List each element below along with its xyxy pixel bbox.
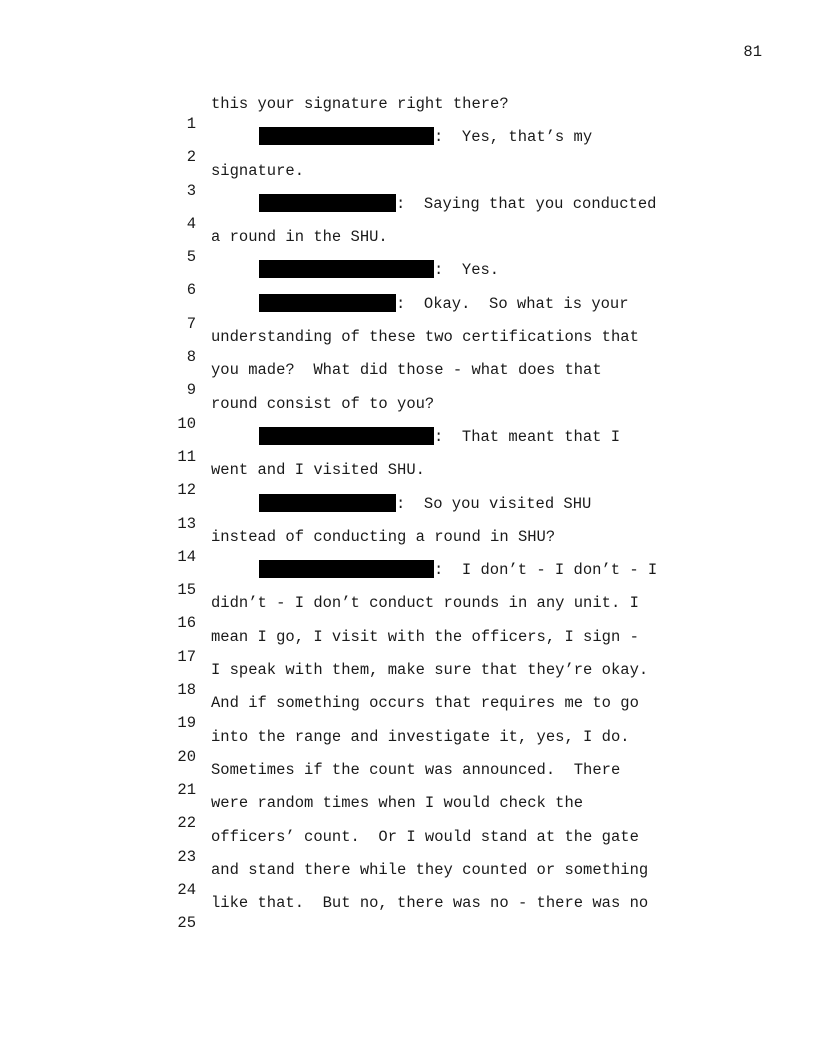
transcript-line xyxy=(160,127,680,167)
transcript-line xyxy=(160,860,680,899)
speaker-line xyxy=(259,194,656,214)
page-number: 81 xyxy=(743,43,762,61)
speaker-line xyxy=(259,560,657,580)
line-text: were random times when I would check the xyxy=(211,794,584,813)
line-number: 19 xyxy=(177,714,196,733)
line-number: 9 xyxy=(186,381,196,400)
line-number: 4 xyxy=(186,214,196,233)
redaction-box xyxy=(259,194,396,212)
transcript-line xyxy=(160,360,680,400)
line-number: 13 xyxy=(177,514,196,533)
speaker-line xyxy=(259,260,499,280)
line-number: 3 xyxy=(186,181,196,200)
transcript-line xyxy=(160,227,680,267)
transcript-line xyxy=(160,760,680,799)
line-number: 5 xyxy=(186,248,196,267)
line-text: mean I go, I visit with the officers, I sign - xyxy=(211,627,639,646)
transcript-line xyxy=(160,693,680,733)
line-number: 23 xyxy=(177,847,196,866)
line-number: 11 xyxy=(177,447,196,466)
speaker-line xyxy=(259,127,592,147)
redaction-box xyxy=(259,427,434,445)
line-text: instead of conducting a round in SHU? xyxy=(211,527,556,546)
redaction-box xyxy=(259,494,396,512)
transcript-line xyxy=(160,660,680,700)
transcript-line xyxy=(160,527,680,566)
line-text: this your signature right there? xyxy=(211,95,509,113)
line-text: a round in the SHU. xyxy=(211,228,388,247)
line-number: 15 xyxy=(177,581,196,600)
line-number: 18 xyxy=(177,681,196,700)
redaction-box xyxy=(259,260,434,278)
transcript-line xyxy=(160,394,680,433)
transcript-line xyxy=(160,627,680,666)
line-text: you made? What did those - what does that xyxy=(211,361,602,380)
line-text: : So you visited SHU xyxy=(396,494,592,513)
transcript-line xyxy=(160,827,680,866)
speaker-line xyxy=(259,427,620,447)
line-number: 6 xyxy=(186,281,196,300)
line-text: : Yes. xyxy=(434,261,500,280)
line-text: into the range and investigate it, yes, I do. xyxy=(211,727,630,746)
line-number: 2 xyxy=(186,148,196,167)
line-text: understanding of these two certifications that xyxy=(211,328,639,347)
line-number: 10 xyxy=(177,414,196,433)
line-number: 22 xyxy=(177,814,196,833)
transcript-line xyxy=(160,194,680,233)
line-text: signature. xyxy=(211,161,305,180)
transcript-lines xyxy=(160,94,680,933)
transcript-line xyxy=(160,494,680,533)
transcript-line xyxy=(160,161,680,200)
line-text: Sometimes if the count was announced. There xyxy=(211,760,621,779)
transcript-line xyxy=(160,793,680,833)
line-text: : Okay. So what is your xyxy=(396,294,629,313)
line-text: I speak with them, make sure that they’re okay. xyxy=(211,661,649,680)
transcript-line xyxy=(160,327,680,367)
line-text: went and I visited SHU. xyxy=(211,461,425,480)
line-text: like that. But no, there was no - there was no xyxy=(211,894,649,913)
line-number: 20 xyxy=(177,747,196,766)
line-text: : Yes, that’s my xyxy=(434,128,593,147)
transcript-line xyxy=(160,593,680,633)
line-text: : That meant that I xyxy=(434,427,621,446)
speaker-line xyxy=(259,494,591,514)
transcript-line xyxy=(160,460,680,500)
line-text: round consist of to you? xyxy=(211,394,435,413)
line-text: And if something occurs that requires me to go xyxy=(211,694,639,713)
line-text: didn’t - I don’t conduct rounds in any unit. I xyxy=(211,594,639,613)
transcript-line xyxy=(160,893,680,933)
line-number: 16 xyxy=(177,614,196,633)
line-number: 8 xyxy=(186,348,196,367)
transcript-line xyxy=(160,294,680,333)
line-number: 21 xyxy=(177,780,196,799)
transcript-line xyxy=(160,260,680,300)
line-number: 17 xyxy=(177,647,196,666)
line-text: and stand there while they counted or something xyxy=(211,860,649,879)
transcript-line xyxy=(160,427,680,466)
line-number: 7 xyxy=(186,314,196,333)
line-text: : Saying that you conducted xyxy=(396,194,657,213)
line-number: 1 xyxy=(186,115,196,133)
redaction-box xyxy=(259,294,396,312)
speaker-line xyxy=(259,294,629,314)
line-text: : I don’t - I don’t - I xyxy=(434,561,658,580)
line-number: 24 xyxy=(177,880,196,899)
line-number: 12 xyxy=(177,481,196,500)
redaction-box xyxy=(259,560,434,578)
line-number: 25 xyxy=(177,914,196,933)
transcript-line xyxy=(160,94,680,133)
line-number: 14 xyxy=(177,547,196,566)
transcript-line xyxy=(160,560,680,600)
line-text: officers’ count. Or I would stand at the gate xyxy=(211,827,639,846)
redaction-box xyxy=(259,127,434,145)
transcript-line xyxy=(160,727,680,766)
